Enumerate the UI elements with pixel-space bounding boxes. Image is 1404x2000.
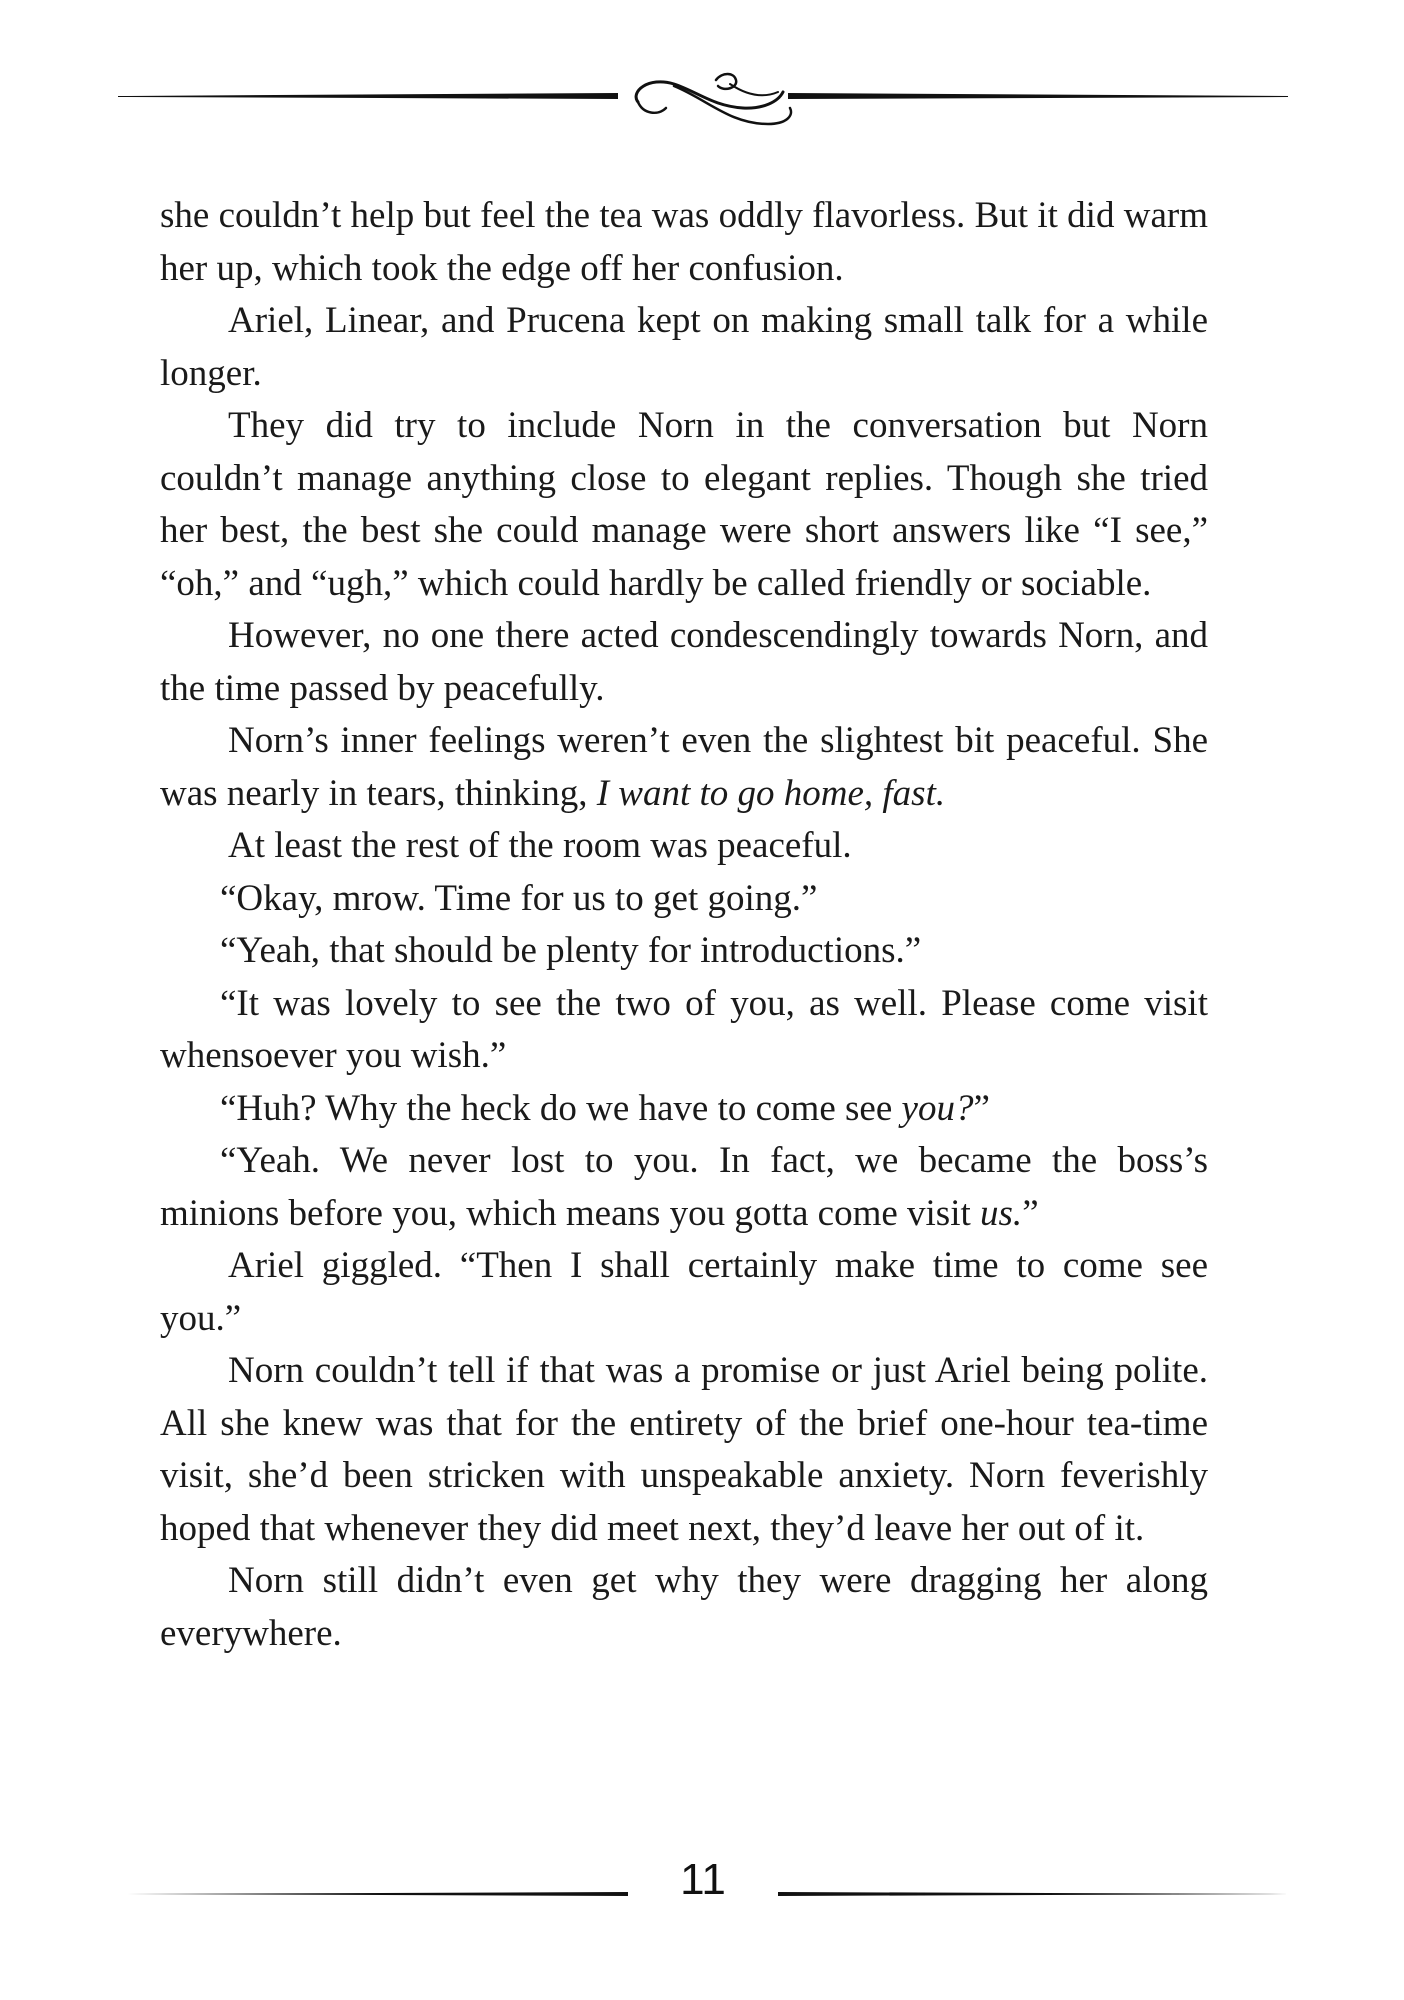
paragraph bbox=[160, 873, 1208, 926]
text-segment: “Okay, mrow. Time for us to get going.” bbox=[220, 877, 818, 919]
header-ornament bbox=[118, 62, 1288, 142]
paragraph bbox=[160, 1555, 1208, 1660]
text-segment: “Yeah. We never lost to you. In fact, we became the boss’s minions before you, which means you gotta come visit bbox=[160, 1140, 1208, 1234]
text-segment: “It was lovely to see the two of you, as well. Please come visit whensoever you wish.” bbox=[160, 982, 1208, 1076]
text-segment: ” bbox=[1022, 1192, 1039, 1234]
italic-text: I want to go home, fast. bbox=[596, 772, 946, 814]
text-segment: ” bbox=[973, 1087, 990, 1129]
paragraph bbox=[160, 610, 1208, 715]
footer-rule-right bbox=[778, 1892, 1288, 1896]
page-body-text bbox=[160, 190, 1208, 1660]
paragraph bbox=[160, 1345, 1208, 1555]
text-segment: They did try to include Norn in the conversation but Norn couldn’t manage anything close to elegant replies. Though she tried her best, the best she could manage were short answers like “I see,” “oh,” and “ugh,” which could hardly be called friendly or sociable. bbox=[160, 405, 1208, 604]
paragraph bbox=[160, 400, 1208, 610]
paragraph bbox=[160, 295, 1208, 400]
italic-text: you? bbox=[901, 1087, 974, 1129]
italic-text: us. bbox=[980, 1192, 1023, 1234]
text-segment: Norn still didn’t even get why they were dragging her along everywhere. bbox=[160, 1560, 1208, 1654]
text-segment: Ariel, Linear, and Prucena kept on making small talk for a while longer. bbox=[160, 300, 1208, 394]
text-segment: “Yeah, that should be plenty for introductions.” bbox=[220, 930, 922, 971]
text-segment: However, no one there acted condescendingly towards Norn, and the time passed by peacefully. bbox=[160, 615, 1208, 709]
text-segment: “Huh? Why the heck do we have to come see bbox=[220, 1087, 902, 1129]
flourish-divider-icon bbox=[118, 62, 1288, 142]
page-number: 11 bbox=[680, 1855, 726, 1904]
paragraph bbox=[160, 820, 1208, 873]
paragraph bbox=[160, 1083, 1208, 1136]
paragraph bbox=[160, 1240, 1208, 1345]
paragraph bbox=[160, 190, 1208, 295]
paragraph bbox=[160, 978, 1208, 1083]
text-segment: she couldn’t help but feel the tea was oddly flavorless. But it did warm her up, which took the edge off her confusion. bbox=[160, 195, 1208, 289]
paragraph bbox=[160, 715, 1208, 820]
paragraph bbox=[160, 1135, 1208, 1240]
paragraph bbox=[160, 925, 1208, 978]
text-segment: Norn couldn’t tell if that was a promise or just Ariel being polite. All she knew was that for the entirety of the brief one-hour tea-time visit, she’d been stricken with unspeakable anxiety. Norn feverishly hoped that whenever they did meet next, they’d leave her out of it. bbox=[160, 1350, 1208, 1549]
text-segment: Ariel giggled. “Then I shall certainly make time to come see you.” bbox=[160, 1245, 1208, 1339]
text-segment: At least the rest of the room was peaceful. bbox=[228, 825, 852, 866]
text-segment: Norn’s inner feelings weren’t even the slightest bit peaceful. She was nearly in tears, thinking, bbox=[160, 720, 1208, 814]
page-footer bbox=[118, 1850, 1288, 1910]
